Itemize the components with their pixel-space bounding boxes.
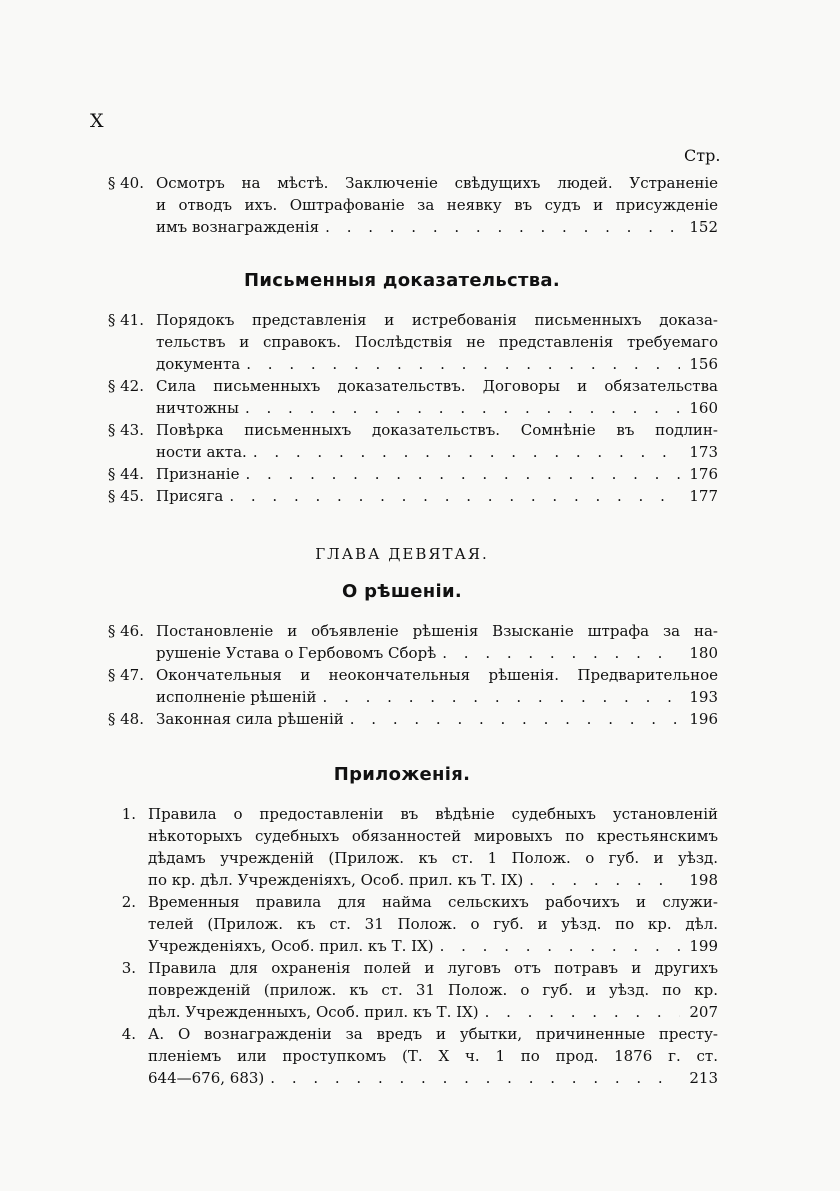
leader-dots [350, 708, 680, 730]
entry-text: 644—676, 683) [148, 1069, 265, 1087]
entry-body [156, 463, 718, 485]
entry-number: § 41. [107, 311, 144, 329]
entry-number: § 44. [107, 465, 144, 483]
toc-entry [86, 1023, 718, 1089]
toc-group-decision [86, 620, 718, 730]
toc-entry [86, 309, 718, 375]
entry-body [156, 664, 718, 708]
leader-dots [246, 353, 680, 375]
entry-page: 156 [689, 355, 718, 373]
entry-body [148, 1023, 718, 1089]
entry-page: 213 [689, 1069, 718, 1087]
toc-group-written [86, 309, 718, 507]
toc-entry [86, 891, 718, 957]
leader-dots [323, 686, 680, 708]
page-number: X [90, 110, 104, 132]
toc-entry [86, 708, 718, 730]
entry-page: 160 [689, 399, 718, 417]
entry-line: Окончательныя и неокончательныя рѣшенія. Предварительное [156, 666, 718, 684]
entry-number: § 40. [107, 174, 144, 192]
table-of-contents [86, 172, 718, 1089]
entry-line: нѣкоторыхъ судебныхъ обязанностей мировыхъ по крестьянскимъ [148, 827, 718, 845]
toc-entry [86, 463, 718, 485]
entry-page: 199 [689, 937, 718, 955]
entry-number: § 43. [107, 421, 144, 439]
entry-body [156, 375, 718, 419]
leader-dots [253, 441, 680, 463]
entry-line: дѣдамъ учрежденій (Прилож. къ ст. 1 Полож. о губ. и уѣзд. [148, 849, 718, 867]
toc-entry [86, 803, 718, 891]
entry-body [156, 309, 718, 375]
entry-text: Присяга [156, 487, 224, 505]
entry-number: 4. [121, 1025, 136, 1043]
entry-page: 176 [689, 465, 718, 483]
entry-last-line [156, 216, 718, 238]
leader-dots [529, 869, 680, 891]
leader-dots [270, 1067, 680, 1089]
leader-dots [245, 463, 680, 485]
toc-entry [86, 419, 718, 463]
toc-group-appendices [86, 803, 718, 1089]
entry-text: ничтожны [156, 399, 239, 417]
entry-text: Учрежденіяхъ, Особ. прил. къ Т. IX) [148, 937, 434, 955]
entry-body [148, 957, 718, 1023]
page-column-label: Стр. [684, 146, 721, 165]
entry-text: Законная сила рѣшеній [156, 710, 344, 728]
entry-text: Признаніе [156, 465, 240, 483]
entry-line: телей (Прилож. къ ст. 31 Полож. о губ. и уѣзд. по кр. дѣл. [148, 915, 718, 933]
entry-last-line [156, 463, 718, 485]
entry-line: тельствъ и справокъ. Послѣдствія не представленія требуемаго [156, 333, 718, 351]
leader-dots [485, 1001, 680, 1023]
entry-line: Постановленіе и объявленіе рѣшенія Взысканіе штрафа за на- [156, 622, 718, 640]
entry-text: дѣл. Учрежденныхъ, Особ. прил. къ Т. IX) [148, 1003, 479, 1021]
entry-page: 177 [689, 487, 718, 505]
leader-dots [245, 397, 680, 419]
entry-number: § 42. [107, 377, 144, 395]
chapter-title: ГЛАВА ДЕВЯТАЯ. [315, 545, 489, 563]
entry-last-line [148, 1001, 718, 1023]
entry-line: и отводъ ихъ. Оштрафованіе за неявку въ судъ и присужденіе [156, 196, 718, 214]
entry-body [156, 172, 718, 238]
toc-entry [86, 375, 718, 419]
entry-last-line [148, 1067, 718, 1089]
entry-last-line [156, 708, 718, 730]
entry-text: ности акта. [156, 443, 247, 461]
entry-line: А. О вознагражденіи за вредъ и убытки, причиненные престу- [148, 1025, 718, 1043]
entry-text: документа [156, 355, 241, 373]
entry-page: 180 [689, 644, 718, 662]
leader-dots [440, 935, 680, 957]
section-title-decision: О рѣшеніи. [341, 581, 463, 602]
entry-line: Временныя правила для найма сельскихъ рабочихъ и служи- [148, 893, 718, 911]
entry-page: 152 [689, 218, 718, 236]
entry-number: 3. [121, 959, 136, 977]
entry-text: рушеніе Устава о Гербовомъ Сборѣ [156, 644, 437, 662]
entry-text: исполненіе рѣшеній [156, 688, 317, 706]
entry-last-line [156, 441, 718, 463]
entry-line: пленіемъ или проступкомъ (Т. X ч. 1 по прод. 1876 г. ст. [148, 1047, 718, 1065]
toc-entry [86, 957, 718, 1023]
entry-page: 196 [689, 710, 718, 728]
entry-line: поврежденій (прилож. къ ст. 31 Полож. о губ. и уѣзд. по кр. [148, 981, 718, 999]
entry-number: 2. [121, 893, 136, 911]
entry-line: Осмотръ на мѣстѣ. Заключеніе свѣдущихъ людей. Устраненіе [156, 174, 718, 192]
entry-body [148, 803, 718, 891]
entry-line: Правила о предоставленіи въ вѣдѣніе судебныхъ установленій [148, 805, 718, 823]
section-title-written-evidence: Письменныя доказательства. [244, 270, 560, 291]
entry-page: 193 [689, 688, 718, 706]
leader-dots [229, 485, 680, 507]
entry-body [156, 620, 718, 664]
entry-last-line [156, 642, 718, 664]
toc-entry [86, 172, 718, 238]
section-title-appendices: Приложенія. [333, 764, 471, 785]
entry-number: 1. [121, 805, 136, 823]
entry-last-line [148, 935, 718, 957]
entry-line: Сила письменныхъ доказательствъ. Договоры и обязательства [156, 377, 718, 395]
entry-page: 198 [689, 871, 718, 889]
entry-body [156, 485, 718, 507]
entry-body [148, 891, 718, 957]
toc-group-top [86, 172, 718, 238]
leader-dots [442, 642, 680, 664]
entry-last-line [156, 397, 718, 419]
entry-number: § 45. [107, 487, 144, 505]
entry-page: 207 [689, 1003, 718, 1021]
toc-entry [86, 485, 718, 507]
entry-last-line [156, 353, 718, 375]
entry-last-line [156, 485, 718, 507]
entry-line: Правила для охраненія полей и луговъ отъ потравъ и другихъ [148, 959, 718, 977]
entry-last-line [156, 686, 718, 708]
leader-dots [325, 216, 680, 238]
entry-last-line [148, 869, 718, 891]
entry-line: Порядокъ представленія и истребованія письменныхъ доказа- [156, 311, 718, 329]
entry-text: по кр. дѣл. Учрежденіяхъ, Особ. прил. къ Т. IX) [148, 871, 524, 889]
entry-body [156, 419, 718, 463]
entry-text: имъ вознагражденія [156, 218, 320, 236]
entry-line: Повѣрка письменныхъ доказательствъ. Сомнѣніе въ подлин- [156, 421, 718, 439]
entry-body [156, 708, 718, 730]
entry-number: § 47. [107, 666, 144, 684]
toc-entry [86, 664, 718, 708]
entry-number: § 46. [107, 622, 144, 640]
toc-entry [86, 620, 718, 664]
entry-page: 173 [689, 443, 718, 461]
entry-number: § 48. [107, 710, 144, 728]
